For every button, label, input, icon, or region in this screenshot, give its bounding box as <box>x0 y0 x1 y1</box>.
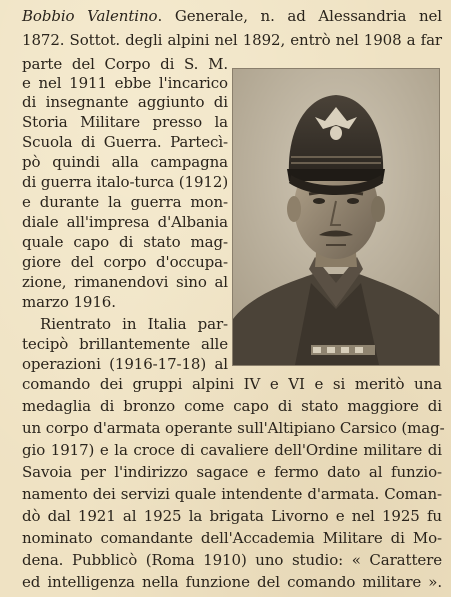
text-line-12: quale capo di stato mag- <box>22 233 228 251</box>
text-line-16: Rientrato in Italia par- <box>40 315 228 333</box>
text-line-22: gio 1917) e la croce di cavaliere dell'Ordine militare di <box>22 441 442 459</box>
portrait-photo <box>232 68 440 366</box>
text-fragment: . Generale, n. ad Alessandria nel <box>157 7 442 25</box>
text-line-26: nominato comandante dell'Accademia Militare di Mo- <box>22 529 442 547</box>
text-line-4: e nel 1911 ebbe l'incarico <box>22 74 228 92</box>
text-line-17: tecipò brillantemente alle <box>22 335 228 353</box>
text-line-20: medaglia di bronzo come capo di stato maggiore di <box>22 397 442 415</box>
person-name: Bobbio Valentino <box>22 7 158 25</box>
text-line-23: Savoia per l'indirizzo sagace e fermo dato al funzio- <box>22 463 442 481</box>
text-line-1 <box>22 6 442 26</box>
text-line-18: operazioni (1916-17-18) al <box>22 355 228 373</box>
text-line-25: dò dal 1921 al 1925 la brigata Livorno e nel 1925 fu <box>22 507 442 525</box>
text-line-21: un corpo d'armata operante sull'Altipiano Carsico (mag- <box>22 419 445 437</box>
text-line-6: Storia Militare presso la <box>22 113 228 131</box>
text-line-7: Scuola di Guerra. Partecì- <box>22 133 228 151</box>
portrait-illustration <box>233 69 439 365</box>
text-line-11: diale all'impresa d'Albania <box>22 213 228 231</box>
text-line-13: giore del corpo d'occupa- <box>22 253 228 271</box>
text-line-8: pò quindi alla campagna <box>22 153 228 171</box>
text-line-15: marzo 1916. <box>22 293 116 311</box>
text-line-19: comando dei gruppi alpini IV e VI e si meritò una <box>22 375 442 393</box>
text-line-10: e durante la guerra mon- <box>22 193 228 211</box>
text-line-28: ed intelligenza nella funzione del comando militare ». <box>22 573 442 591</box>
text-line-3: parte del Corpo di S. M. <box>22 55 228 73</box>
text-line-9: di guerra italo-turca (1912) <box>22 173 229 191</box>
text-line-5: di insegnante aggiunto di <box>22 93 228 111</box>
text-line-14: zione, rimanendovi sino al <box>22 273 228 291</box>
text-line-24: namento dei servizi quale intendente d'armata. Coman- <box>22 485 442 503</box>
text-line-2: 1872. Sottot. degli alpini nel 1892, entrò nel 1908 a far <box>22 31 442 49</box>
text-line-27: dena. Pubblicò (Roma 1910) uno studio: « Carattere <box>22 551 442 569</box>
